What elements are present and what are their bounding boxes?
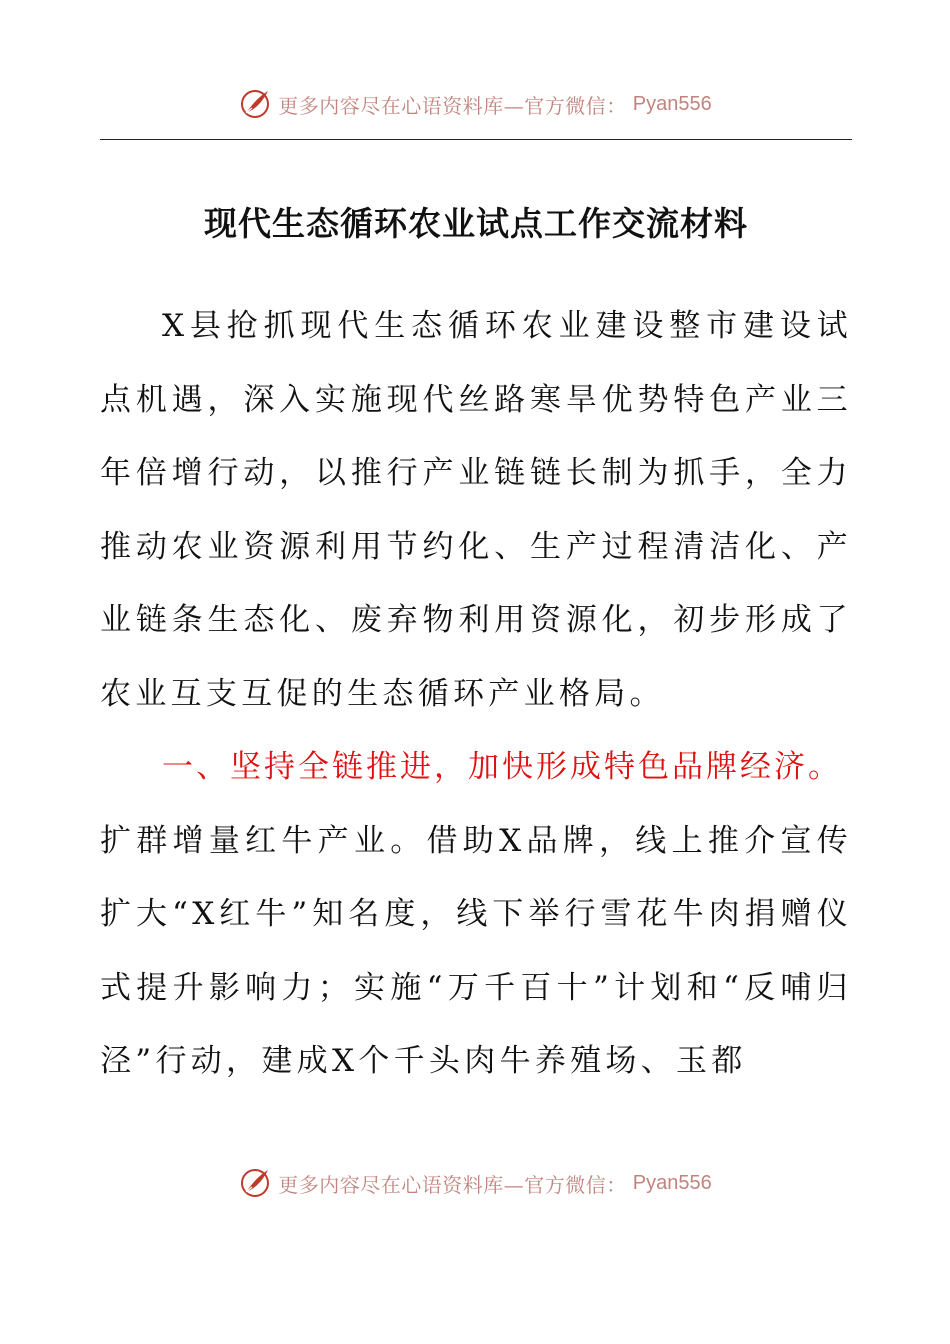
header-divider (100, 139, 852, 140)
footer-banner (0, 1163, 950, 1203)
paragraph-section-body: 扩群增量红牛产业。借助X品牌，线上推介宣传扩大“X红牛”知名度，线下举行雪花牛肉捐赠仪式提升影响力；实施“万千百十”计划和“反哺归泾”行动，建成X个千头肉牛养殖场、玉都 (100, 822, 852, 1079)
document-body (100, 290, 852, 1099)
quill-logo-icon (238, 1166, 272, 1200)
paragraph-intro: X县抢抓现代生态循环农业建设整市建设试点机遇，深入实施现代丝路寒旱优势特色产业三年倍增行动，以推行产业链链长制为抓手，全力推动农业资源利用节约化、生产过程清洁化、产业链条生态化、废弃物利用资源化，初步形成了农业互支互促的生态循环产业格局。 (100, 308, 852, 712)
banner-text: 更多内容尽在心语资料库—官方微信： (278, 93, 627, 118)
footer-banner-text: 更多内容尽在心语资料库—官方微信： (278, 1172, 627, 1197)
footer-banner-content (238, 1166, 711, 1200)
banner-wechat-id: Pyan556 (632, 92, 712, 115)
header-banner (0, 84, 950, 124)
document-title: 现代生态循环农业试点工作交流材料 (204, 204, 748, 243)
section-heading: 一、坚持全链推进，加快形成特色品牌经济。 (162, 749, 842, 785)
quill-logo-icon (238, 87, 272, 121)
footer-banner-wechat-id: Pyan556 (632, 1171, 712, 1194)
banner-content (238, 87, 711, 121)
